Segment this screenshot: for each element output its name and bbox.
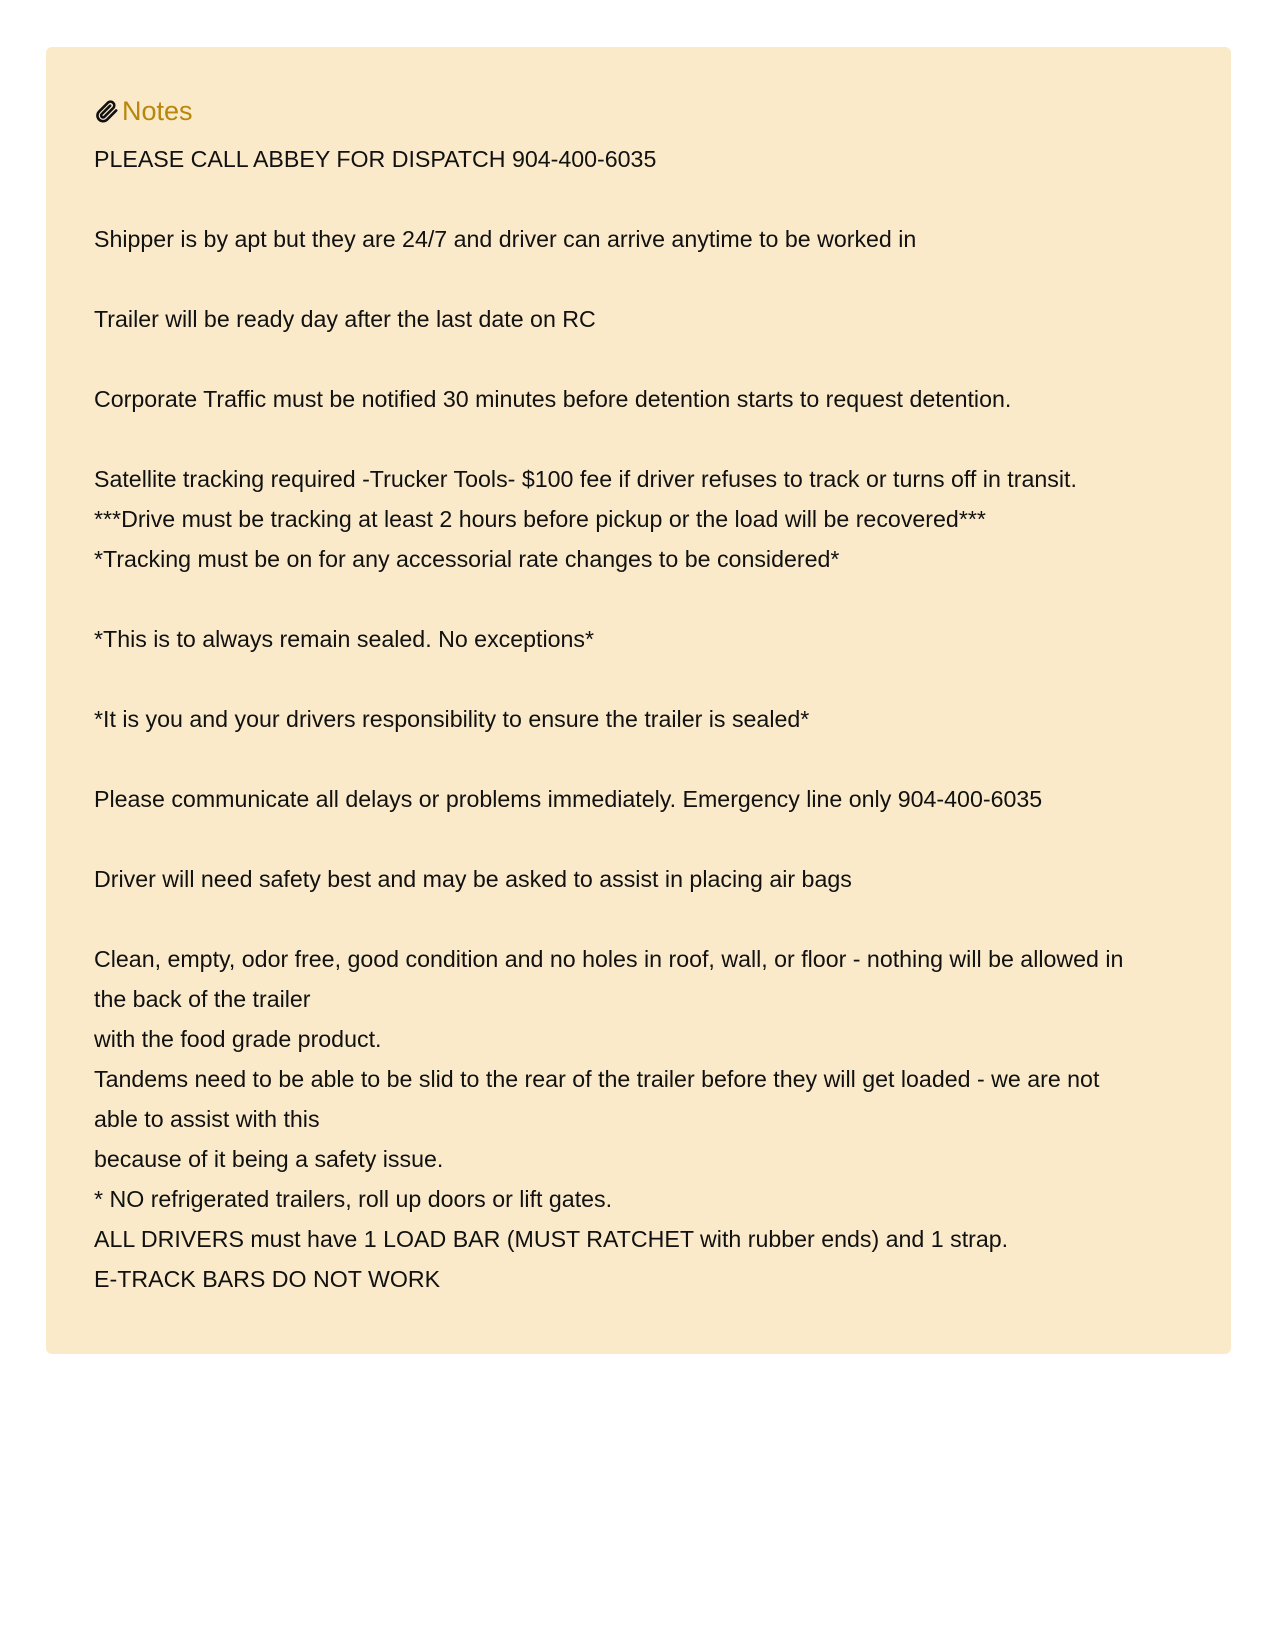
notes-header bbox=[94, 91, 1183, 131]
blank-line bbox=[94, 179, 1183, 219]
notes-panel bbox=[46, 47, 1231, 1354]
blank-line bbox=[94, 259, 1183, 299]
note-line: PLEASE CALL ABBEY FOR DISPATCH 904-400-6035 bbox=[94, 146, 657, 172]
note-line: with the food grade product. bbox=[94, 1026, 382, 1052]
note-line: *Tracking must be on for any accessorial rate changes to be considered* bbox=[94, 546, 840, 572]
note-line: the back of the trailer bbox=[94, 986, 311, 1012]
note-line: *It is you and your drivers responsibility to ensure the trailer is sealed* bbox=[94, 706, 810, 732]
blank-line bbox=[94, 739, 1183, 779]
note-line: ***Drive must be tracking at least 2 hours before pickup or the load will be recovered*** bbox=[94, 506, 986, 532]
note-line: ALL DRIVERS must have 1 LOAD BAR (MUST RATCHET with rubber ends) and 1 strap. bbox=[94, 1226, 1009, 1252]
note-line: E-TRACK BARS DO NOT WORK bbox=[94, 1266, 441, 1292]
note-line: Tandems need to be able to be slid to the rear of the trailer before they will get loaded - we are not bbox=[94, 1066, 1100, 1092]
note-line: Clean, empty, odor free, good condition and no holes in roof, wall, or floor - nothing will be allowed in bbox=[94, 946, 1124, 972]
note-line: because of it being a safety issue. bbox=[94, 1146, 444, 1172]
note-line: Shipper is by apt but they are 24/7 and driver can arrive anytime to be worked in bbox=[94, 226, 917, 252]
notes-title: Notes bbox=[122, 95, 193, 126]
note-line: Satellite tracking required -Trucker Tools- $100 fee if driver refuses to track or turns off in transit. bbox=[94, 466, 1077, 492]
note-line: *This is to always remain sealed. No exceptions* bbox=[94, 626, 595, 652]
note-line: * NO refrigerated trailers, roll up doors or lift gates. bbox=[94, 1186, 613, 1212]
note-line: Please communicate all delays or problems immediately. Emergency line only 904-400-6035 bbox=[94, 786, 1043, 812]
blank-line bbox=[94, 899, 1183, 939]
blank-line bbox=[94, 419, 1183, 459]
note-line: Corporate Traffic must be notified 30 minutes before detention starts to request detention. bbox=[94, 386, 1012, 412]
blank-line bbox=[94, 579, 1183, 619]
notes-body bbox=[94, 139, 1183, 1299]
blank-line bbox=[94, 819, 1183, 859]
blank-line bbox=[94, 339, 1183, 379]
note-line: able to assist with this bbox=[94, 1106, 320, 1132]
note-line: Trailer will be ready day after the last date on RC bbox=[94, 306, 596, 332]
blank-line bbox=[94, 659, 1183, 699]
paperclip-icon bbox=[94, 98, 120, 124]
note-line: Driver will need safety best and may be asked to assist in placing air bags bbox=[94, 866, 852, 892]
